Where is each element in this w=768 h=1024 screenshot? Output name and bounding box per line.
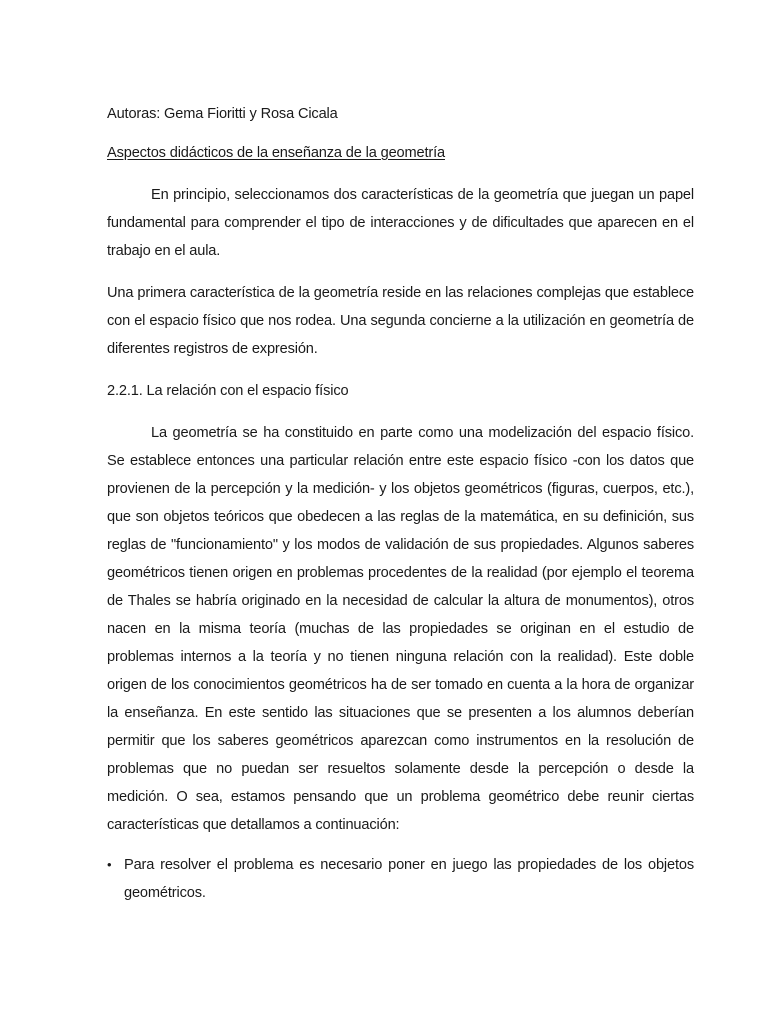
section-heading: 2.2.1. La relación con el espacio físico bbox=[107, 383, 349, 399]
document-page bbox=[107, 104, 694, 907]
characteristics-paragraph: Una primera característica de la geometría reside en las relaciones complejas que establece con el espacio físico que nos rodea. Una segunda concierne a la utilización en geometría de diferentes registros de expresión. bbox=[107, 285, 694, 357]
intro-paragraph: En principio, seleccionamos dos características de la geometría que juegan un papel fundamental para comprender el tipo de interacciones y de dificultades que aparecen en el trabajo en el aula. bbox=[107, 187, 694, 259]
bullet-item bbox=[107, 851, 694, 907]
bullet-text: Para resolver el problema es necesario poner en juego las propiedades de los objetos geométricos. bbox=[124, 857, 694, 901]
bullet-icon: • bbox=[107, 857, 112, 872]
authors-line: Autoras: Gema Fioritti y Rosa Cicala bbox=[107, 106, 338, 122]
body-paragraph: La geometría se ha constituido en parte como una modelización del espacio físico. Se establece entonces una particular relación entre este espacio físico -con los datos que provienen de la percepción y la medición- y los objetos geométricos (figuras, cuerpos, etc.), que son objetos teóricos que obedecen a las reglas de la matemática, en su definición, sus reglas de "funcionamiento" y los modos de validación de sus propiedades. Algunos saberes geométricos tienen origen en problemas procedentes de la realidad (por ejemplo el teorema de Thales se habría originado en la necesidad de calcular la altura de monumentos), otros nacen en la misma teoría (muchas de las propiedades se originan en el estudio de problemas internos a la teoría y no tienen ninguna relación con la realidad). Este doble origen de los conocimientos geométricos ha de ser tomado en cuenta a la hora de organizar la enseñanza. En este sentido las situaciones que se presenten a los alumnos deberían permitir que los saberes geométricos aparezcan como instrumentos en la resolución de problemas que no puedan ser resueltos solamente desde la percepción o desde la medición. O sea, estamos pensando que un problema geométrico debe reunir ciertas características que detallamos a continuación: bbox=[107, 425, 694, 833]
document-title: Aspectos didácticos de la enseñanza de la geometría bbox=[107, 145, 445, 161]
